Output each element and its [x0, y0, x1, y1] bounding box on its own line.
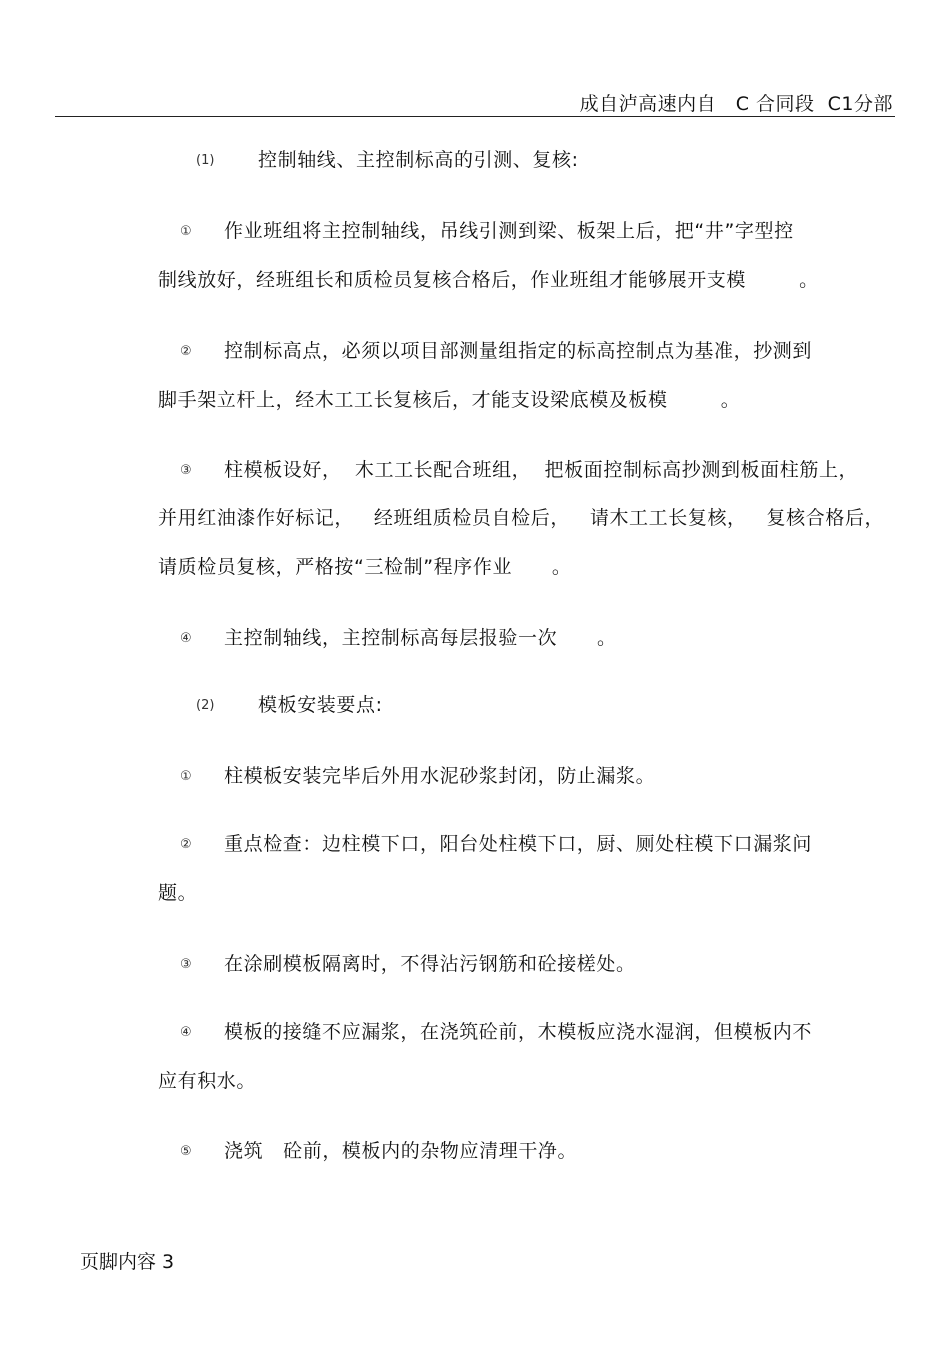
s1-item4-marker: ④ [180, 631, 192, 646]
s1-item3-line3: 请质检员复核，严格按“三检制”程序作业 。 [158, 556, 572, 578]
s1-item3-line2: 并用红油漆作好标记， 经班组质检员自检后， 请木工工长复核， 复核合格后， [158, 507, 885, 529]
page-footer: 页脚内容 3 [80, 1251, 175, 1273]
page-header: 成自泸高速内自 C 合同段 C1分部 [579, 93, 893, 115]
s2-item2-marker: ② [180, 837, 192, 852]
s1-item3-marker: ③ [180, 463, 192, 478]
s1-item1-marker: ① [180, 224, 192, 239]
s1-item2-marker: ② [180, 344, 192, 359]
s2-item4-line1: 模板的接缝不应漏浆，在浇筑砼前，木模板应浇水湿润，但模板内不 [224, 1021, 813, 1043]
section-2-title: 模板安装要点: [258, 694, 383, 716]
s2-item4-line2: 应有积水。 [158, 1070, 257, 1092]
s2-item2-line1: 重点检查：边柱模下口，阳台处柱模下口，厨、厕处柱模下口漏浆问 [224, 833, 813, 855]
s2-item1-marker: ① [180, 769, 192, 784]
s2-item5-line1: 浇筑 砼前，模板内的杂物应清理干净。 [224, 1140, 578, 1162]
section-1-title: 控制轴线、主控制标高的引测、复核: [258, 149, 579, 171]
s1-item4-line1: 主控制轴线，主控制标高每层报验一次 。 [224, 627, 617, 649]
section-2-marker: (2) [196, 698, 215, 713]
s2-item4-marker: ④ [180, 1025, 192, 1040]
s2-item3-line1: 在涂刷模板隔离时，不得沾污钢筋和砼接槎处。 [224, 953, 636, 975]
s1-item1-line2: 制线放好，经班组长和质检员复核合格后，作业班组才能够展开支模 。 [158, 269, 819, 291]
s1-item3-line1: 柱模板设好， 木工工长配合班组， 把板面控制标高抄测到板面柱筋上， [224, 459, 859, 481]
s2-item3-marker: ③ [180, 957, 192, 972]
s1-item2-line1: 控制标高点，必须以项目部测量组指定的标高控制点为基准，抄测到 [224, 340, 813, 362]
header-divider [55, 116, 895, 117]
s1-item1-line1: 作业班组将主控制轴线，吊线引测到梁、板架上后，把“井”字型控 [224, 220, 794, 242]
s1-item2-line2: 脚手架立杆上，经木工工长复核后，才能支设梁底模及板模 。 [158, 389, 741, 411]
s2-item2-line2: 题。 [158, 882, 198, 904]
s2-item5-marker: ⑤ [180, 1144, 192, 1159]
section-1-marker: (1) [196, 153, 215, 168]
s2-item1-line1: 柱模板安装完毕后外用水泥砂浆封闭，防止漏浆。 [224, 765, 656, 787]
